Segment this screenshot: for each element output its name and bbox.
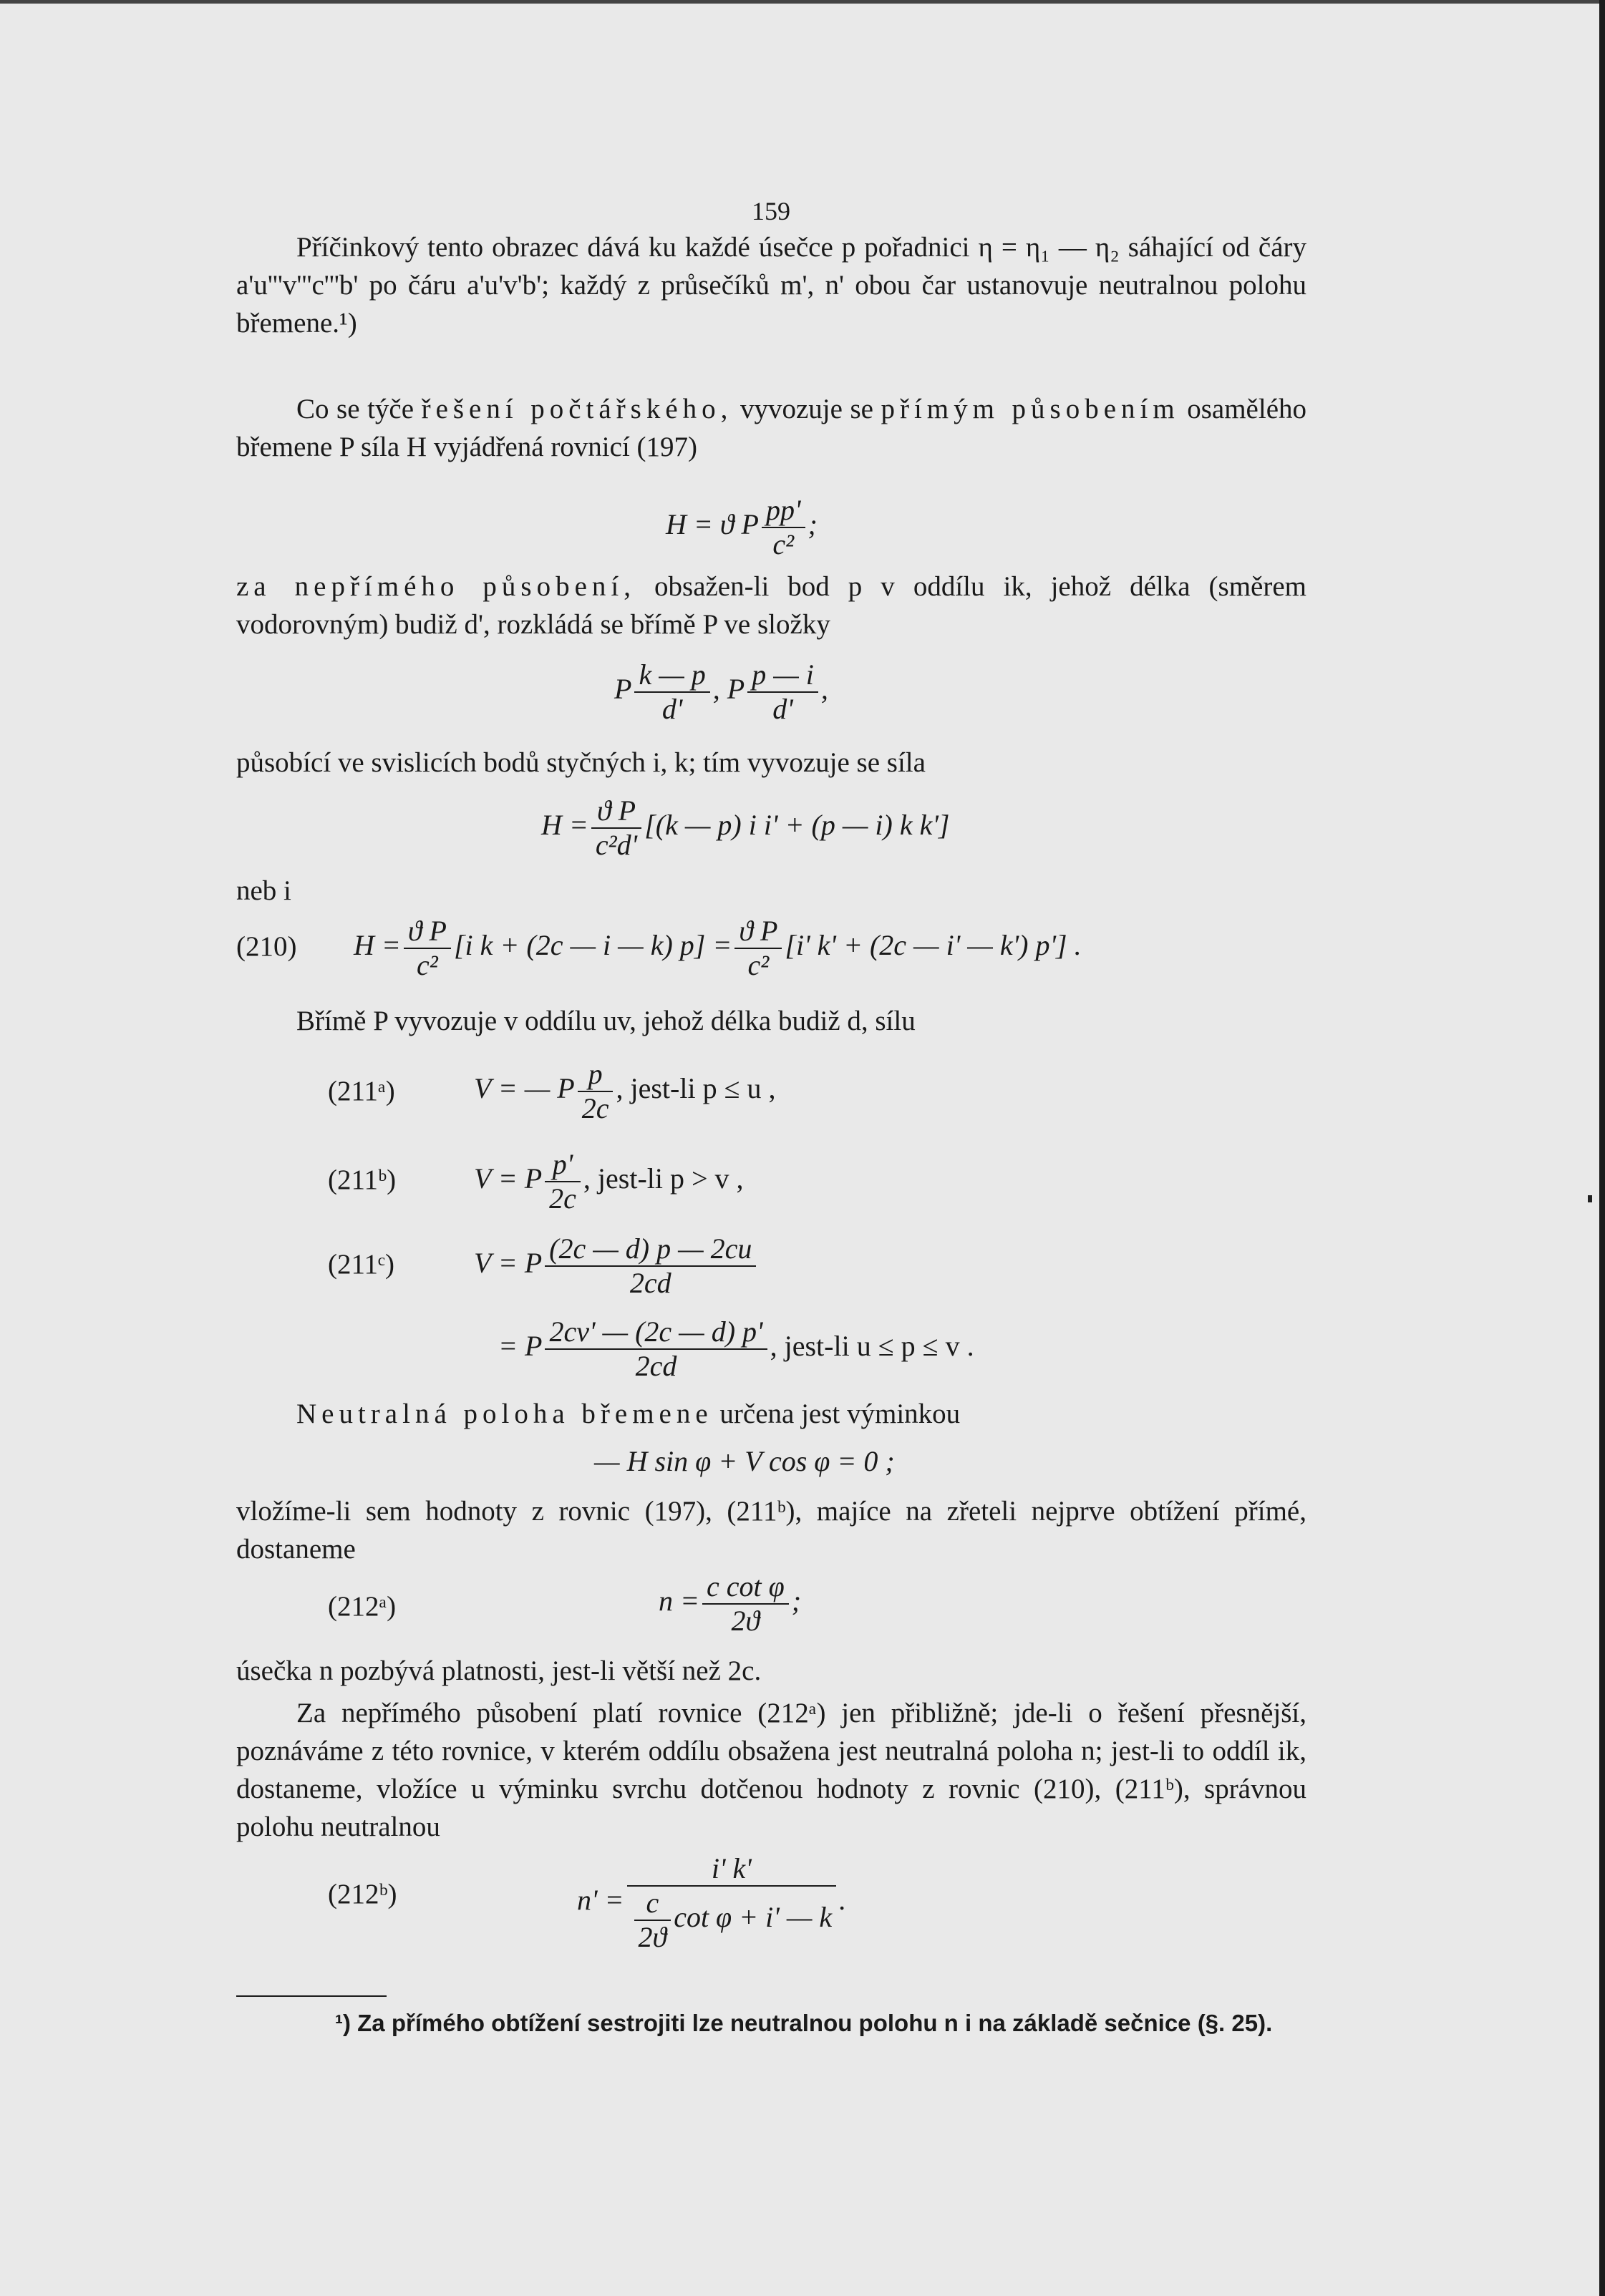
equation-212b: [577, 1852, 846, 1954]
right-scan-edge: [1599, 0, 1605, 2296]
denominator: 2ϑ: [702, 1603, 789, 1638]
numerator: ϑ P: [597, 794, 636, 827]
equation-components: [614, 658, 828, 726]
eq-condition: , jest-li u ≤ p ≤ v .: [770, 1330, 974, 1363]
footnote-rule: [236, 1995, 387, 1997]
fraction: [578, 1058, 614, 1125]
denominator: [627, 1885, 837, 1954]
denominator: 2c: [578, 1091, 614, 1125]
text-neb-i: neb i: [236, 875, 291, 906]
numerator: ϑ P: [407, 915, 447, 947]
paragraph-joint-points: působící ve svislicích bodů styčných i, k; tím vyvozuje se síla: [236, 747, 926, 778]
numerator: pp': [765, 494, 801, 526]
equation-212a: [659, 1570, 801, 1638]
paragraph-computational-solution: [236, 390, 1306, 466]
denominator: d': [747, 691, 818, 726]
scan-mark: [1588, 1195, 1592, 1202]
paragraph-indirect-action: [236, 568, 1306, 643]
eq-end: ,: [820, 673, 828, 706]
denominator: 2ϑ: [634, 1920, 671, 1954]
eq-lhs: H =: [354, 929, 401, 962]
eq-lhs: n' =: [577, 1884, 624, 1917]
numerator: 2cv' — (2c — d) p': [549, 1315, 763, 1348]
eq-lhs: V = — P: [474, 1072, 575, 1105]
eq-lhs: V = P: [474, 1247, 543, 1280]
denominator: c²: [762, 527, 805, 561]
fraction: [545, 1232, 756, 1300]
eq-lhs: V = P: [474, 1162, 543, 1195]
paragraph-exact-solution: Za nepřímého působení platí rovnice (212ᵃ) jen přibližně; jde-li o řešení přesnější, poznáváme z této rovnice, v kterém oddílu obsažena jest neutralná poloha n; jest-li to oddíl ik, dostaneme, vložíce u výminku svrchu dotčenou hodnoty z rovnic (210), (211ᵇ), správnou polohu neutralnou: [236, 1698, 1306, 1842]
denominator: c²d': [591, 827, 641, 862]
denominator: c²: [404, 948, 451, 982]
text: vyvozuje se: [732, 394, 881, 424]
page-number: 159: [752, 197, 790, 225]
numerator: p — i: [752, 658, 814, 691]
numerator: p: [588, 1058, 603, 1090]
eq-rhs: [(k — p) i i' + (p — i) k k']: [644, 809, 950, 842]
eq-end: ;: [791, 1585, 802, 1618]
spaced-term: Neutralná poloha břemene: [296, 1398, 713, 1429]
spaced-term: za nepřímého působení,: [236, 571, 636, 602]
equation-197: [666, 494, 818, 561]
paragraph-influence-figure: Příčinkový tento obrazec dává ku každé úsečce p pořadnici η = η₁ — η₂ sáhající od čáry a'u'''v'''c'''b' po čáru a'u'v'b'; každý z průsečíků m', n' obou čar ustanovuje neutralnou polohu břemene.¹): [236, 232, 1306, 339]
fraction: [545, 1148, 581, 1215]
fraction: [702, 1570, 789, 1638]
fraction: [404, 915, 451, 982]
eq-rhs: [i' k' + (2c — i' — k') p'] .: [785, 929, 1082, 962]
numerator: c cot φ: [707, 1570, 785, 1602]
equation-211a: [474, 1058, 776, 1125]
paragraph-substitute: vložíme-li sem hodnoty z rovnic (197), (211ᵇ), majíce na zřeteli nejprve obtížení přímé, dostaneme: [236, 1496, 1306, 1565]
eq-label-211a: (211ᵃ): [328, 1076, 395, 1106]
eq-part: , P: [712, 673, 745, 706]
eq-label-211c: (211ᶜ): [328, 1249, 395, 1280]
equation-211b: [474, 1148, 744, 1215]
eq-label-210: (210): [236, 931, 297, 962]
fraction: [747, 658, 818, 726]
equation-211c-second: [498, 1315, 974, 1383]
text: určena jest výminkou: [712, 1398, 961, 1429]
paragraph-load-section: Břímě P vyvozuje v oddílu uv, jehož délka budiž d, sílu: [296, 1006, 916, 1036]
eq-part: P: [614, 673, 632, 706]
eq-condition: , jest-li p ≤ u ,: [616, 1072, 776, 1105]
fraction: [634, 658, 709, 726]
denominator: 2cd: [545, 1348, 767, 1383]
equation-neutral-condition: — H sin φ + V cos φ = 0 ;: [594, 1445, 895, 1477]
eq-lhs: H = ϑ P: [666, 508, 759, 541]
fraction: [627, 1852, 837, 1954]
denominator: c²: [734, 948, 782, 982]
denominator: d': [634, 691, 709, 726]
eq-lhs: = P: [498, 1330, 543, 1363]
fraction: [734, 915, 782, 982]
eq-mid: [i k + (2c — i — k) p] =: [453, 929, 732, 962]
spaced-term: přímým působením: [881, 394, 1180, 424]
numerator: (2c — d) p — 2cu: [549, 1232, 752, 1265]
paragraph-validity: úsečka n pozbývá platnosti, jest-li větší než 2c.: [236, 1655, 762, 1686]
inner-fraction: [634, 1887, 671, 1954]
denominator: 2cd: [545, 1265, 756, 1300]
equation-H-force: [541, 794, 949, 862]
eq-label-212b: (212ᵇ): [328, 1879, 397, 1910]
numerator: c: [646, 1887, 659, 1919]
fraction: [545, 1315, 767, 1383]
eq-lhs: H =: [541, 809, 588, 842]
eq-lhs: n =: [659, 1585, 699, 1618]
equation-211c: [474, 1232, 759, 1300]
eq-label-211b: (211ᵇ): [328, 1164, 397, 1195]
footnote: ¹) Za přímého obtížení sestrojiti lze neutralnou polohu n i na základě sečnice (§. 25).: [335, 2010, 1273, 2036]
text: obsažen-li bod p v oddílu ik, jehož délka (směrem vodorovným) budiž d', rozkládá se břímě P ve složky: [236, 571, 1306, 640]
numerator: p': [552, 1148, 573, 1180]
eq-condition: , jest-li p > v ,: [583, 1162, 744, 1195]
eq-end: .: [839, 1884, 847, 1917]
paragraph-neutral-position: [236, 1395, 1306, 1433]
eq-label-212a: (212ᵃ): [328, 1591, 397, 1622]
numerator: k — p: [639, 658, 706, 691]
fraction: [762, 494, 805, 561]
equation-210: [354, 915, 1082, 982]
denominator-tail: cot φ + i' — k: [674, 1901, 833, 1934]
top-scan-edge: [0, 0, 1599, 4]
fraction: [591, 794, 641, 862]
spaced-term: řešení počtářského,: [421, 394, 733, 424]
denominator: 2c: [545, 1181, 581, 1215]
eq-end: ;: [808, 508, 818, 541]
numerator: i' k': [711, 1852, 752, 1884]
text: Co se týče: [296, 394, 422, 424]
text: osamělého břemene P síla H vyjádřená rovnicí (197): [236, 394, 1307, 462]
numerator: ϑ P: [739, 915, 778, 947]
